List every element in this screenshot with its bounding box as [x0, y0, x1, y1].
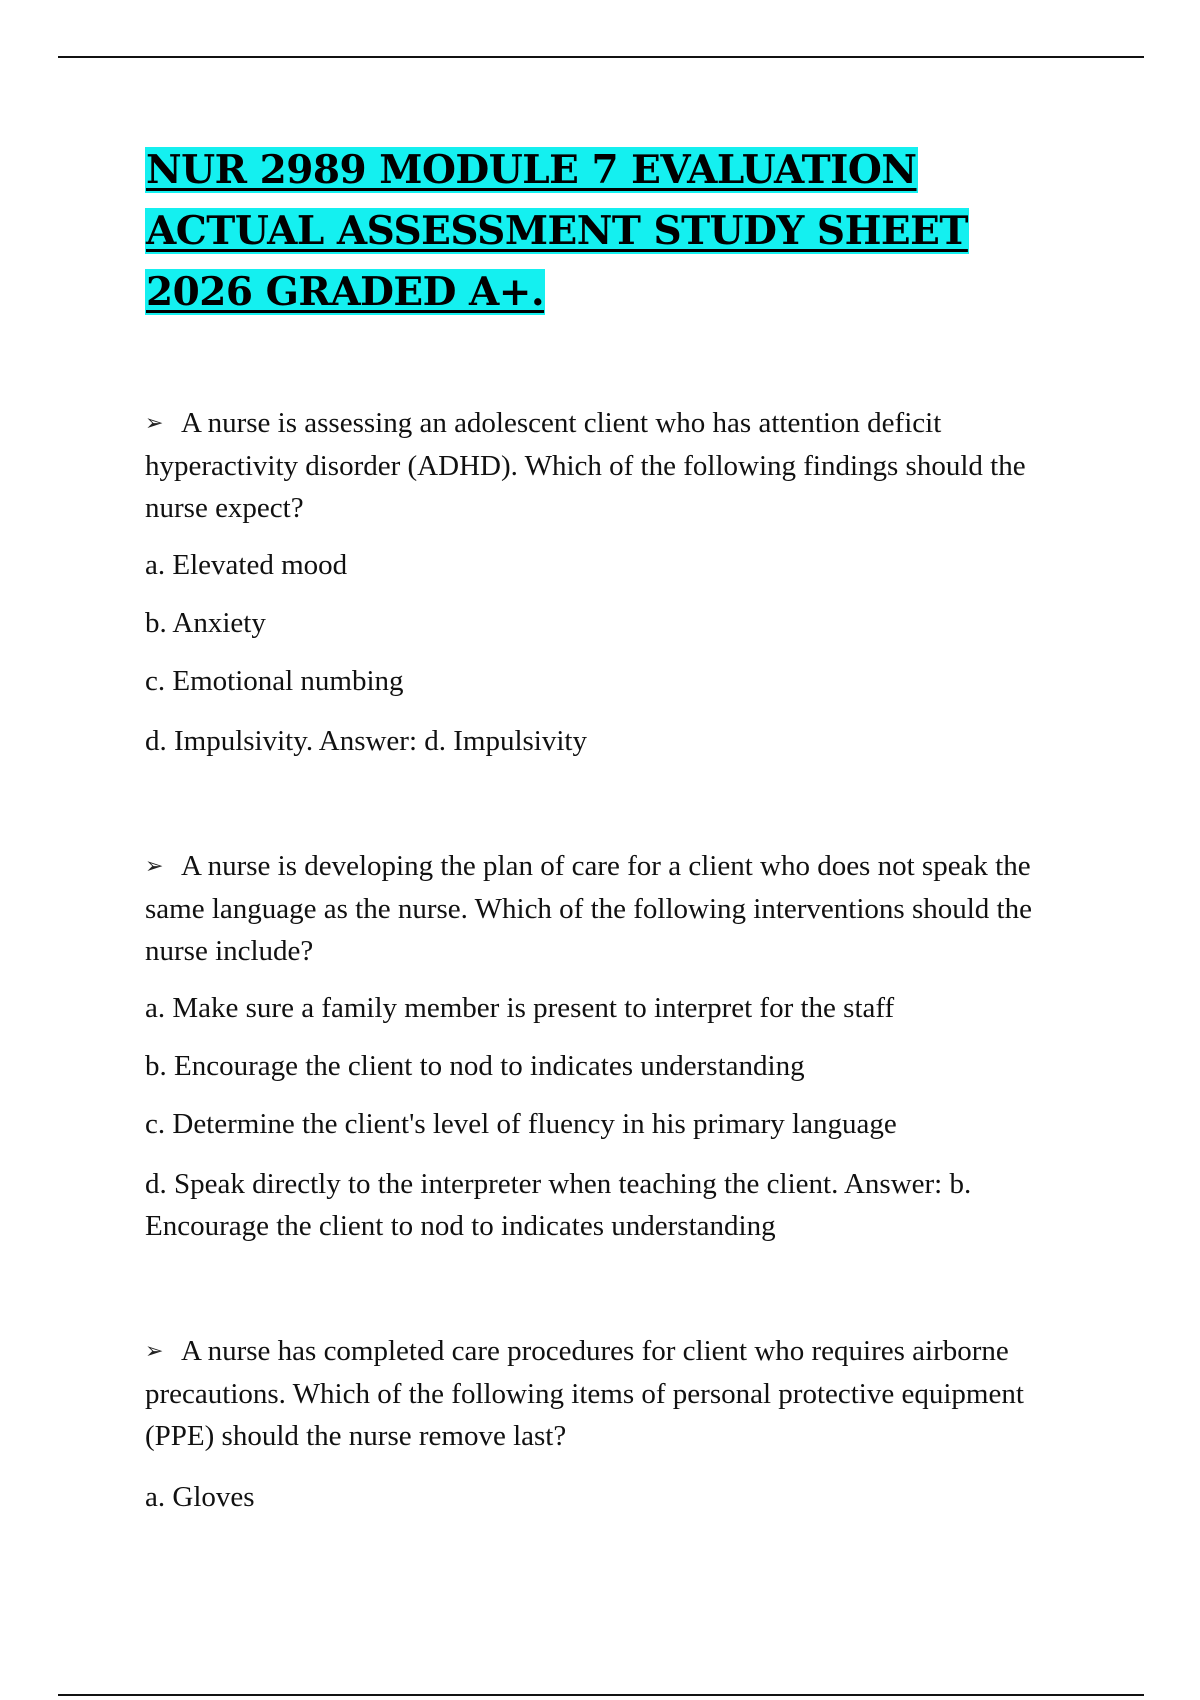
question-stem: [145, 845, 1050, 972]
question-2: [145, 845, 1050, 1242]
answer-option: b. Anxiety: [145, 607, 266, 639]
question-text: A nurse is developing the plan of care for a client who does not speak the same language as the nurse. Which of the following interventions should the nurse include?: [145, 850, 1032, 967]
question-3: [145, 1330, 1050, 1513]
arrow-bullet-icon: ➢: [145, 411, 164, 436]
page-title-text: NUR 2989 MODULE 7 EVALUATION ACTUAL ASSESSMENT STUDY SHEET 2026 GRADED A+.: [146, 147, 968, 315]
top-rule: [58, 56, 1144, 58]
bottom-rule: [58, 1694, 1144, 1696]
answer-option: a. Make sure a family member is present to interpret for the staff: [145, 992, 895, 1024]
page-title: [145, 140, 1050, 323]
question-text: A nurse has completed care procedures for client who requires airborne precautions. Which of the following items of personal protective equipment (PPE) should the nurse remove last?: [145, 1335, 1024, 1452]
answer-option: d. Speak directly to the interpreter when teaching the client. Answer: b. Encourage the client to nod to indicates understanding: [145, 1168, 972, 1242]
answer-option: c. Emotional numbing: [145, 665, 404, 697]
arrow-bullet-icon: ➢: [145, 854, 164, 879]
answer-option: a. Gloves: [145, 1481, 255, 1513]
arrow-bullet-icon: ➢: [145, 1339, 164, 1364]
answer-option: d. Impulsivity. Answer: d. Impulsivity: [145, 725, 587, 757]
answer-option: b. Encourage the client to nod to indicates understanding: [145, 1050, 805, 1082]
question-1: [145, 402, 1050, 757]
answer-option: c. Determine the client's level of fluency in his primary language: [145, 1108, 897, 1140]
question-stem: [145, 1330, 1050, 1457]
answer-option: a. Elevated mood: [145, 549, 348, 581]
question-text: A nurse is assessing an adolescent client who has attention deficit hyperactivity disorder (ADHD). Which of the following findings should the nurse expect?: [145, 407, 1026, 524]
question-stem: [145, 402, 1050, 529]
